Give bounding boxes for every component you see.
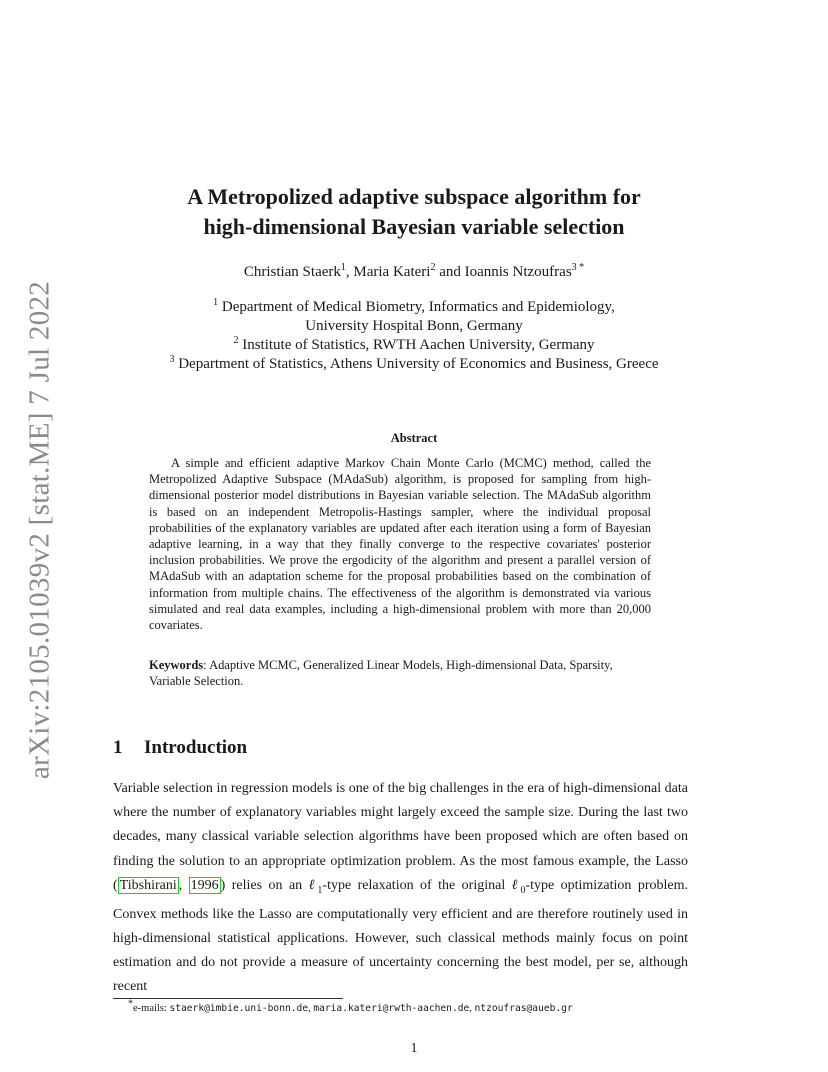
email-link[interactable]: maria.kateri@rwth-aachen.de — [313, 1003, 470, 1014]
affiliation-3 — [80, 355, 748, 374]
author-affil-mark: 1 — [340, 262, 346, 273]
footnote-mark: * — [128, 998, 133, 1010]
affil-mark: 1 — [213, 297, 219, 308]
affil-line: Department of Medical Biometry, Informatics and Epidemiology, — [221, 299, 615, 315]
intro-text: ) relies on an — [220, 877, 309, 893]
arxiv-identifier: arXiv:2105.01039v2 [stat.ME] 7 Jul 2022 — [23, 280, 56, 780]
paper-title — [80, 182, 748, 242]
footnote — [128, 998, 573, 1014]
author-affil-mark: 3 — [571, 262, 577, 273]
intro-text: -type optimization problem. Convex methods like the Lasso are computationally very efficient and are therefore routinely used in high-dimensional statistical applications. However, such classical methods mainly focus on point estimation and do not provide a measure of uncertainty concerning the best model, per se, although recent — [113, 877, 688, 995]
footnote-separator: , — [308, 1003, 314, 1014]
citation-separator: , — [178, 877, 189, 893]
affil-line: Institute of Statistics, RWTH Aachen University, Germany — [242, 337, 595, 353]
section-number: 1 — [113, 737, 123, 758]
email-link[interactable]: staerk@imbie.uni-bonn.de — [169, 1003, 309, 1014]
intro-paragraph — [113, 777, 688, 1000]
keywords-text: : Adaptive MCMC, Generalized Linear Models, High-dimensional Data, Sparsity, Variable Selection. — [149, 658, 613, 689]
affil-mark: 3 — [169, 354, 175, 365]
math-subscript: 0 — [520, 884, 526, 896]
math-subscript: 1 — [317, 884, 323, 896]
abstract-text: A simple and efficient adaptive Markov Chain Monte Carlo (MCMC) method, called the Metropolized Adaptive Subspace (MAdaSub) algorithm, is proposed for sampling from high-dimensional posterior model distributions in Bayesian variable selection. The MAdaSub algorithm is based on an independent Metropolis-Hastings sampler, where the individual proposal probabilities of the explanatory variables are updated after each iteration using a form of Bayesian adaptive learning, in a way that they finally converge to the respective covariates' posterior inclusion probabilities. We prove the ergodicity of the algorithm and present a parallel version of MAdaSub with an adaptation scheme for the proposal probabilities based on the combination of information from multiple chains. The effectiveness of the algorithm is demonstrated via various simulated and real data examples, including a high-dimensional problem with more than 20,000 covariates. — [149, 456, 651, 633]
math-ell: ℓ — [511, 877, 521, 893]
title-line-2: high-dimensional Bayesian variable selection — [203, 214, 625, 239]
author-separator: and — [435, 264, 465, 280]
keywords — [149, 657, 651, 689]
author-name: Maria Kateri — [353, 264, 431, 280]
section-heading — [113, 737, 247, 759]
page-number: 1 — [410, 1041, 418, 1056]
footnote-rule — [113, 998, 343, 999]
author-list — [80, 264, 748, 281]
citation-link-year[interactable]: 1996 — [190, 877, 219, 893]
intro-text: Variable selection in regression models is one of the big challenges in the era of high-dimensional data where the number of explanatory variables might largely exceed the sample size. During the last two decades, many classical variable selection algorithms have been proposed which are often based on finding the solution to an appropriate optimization problem. As the most famous example, the Lasso ( — [113, 781, 688, 893]
arxiv-sidebar — [17, 280, 63, 780]
author-affil-mark: 2 — [430, 262, 436, 273]
affil-mark: 2 — [233, 335, 239, 346]
affiliation-2 — [80, 336, 748, 355]
author-name: Ioannis Ntzoufras — [464, 264, 572, 280]
title-line-1: A Metropolized adaptive subspace algorithm for — [187, 184, 641, 209]
affil-line: Department of Statistics, Athens University of Economics and Business, Greece — [178, 356, 659, 372]
math-ell: ℓ — [308, 877, 318, 893]
section-title: Introduction — [144, 737, 248, 758]
keywords-label: Keywords — [149, 658, 204, 672]
email-link[interactable]: ntzoufras@aueb.gr — [474, 1003, 573, 1014]
abstract-heading: Abstract — [390, 431, 438, 445]
intro-text: -type relaxation of the original — [322, 877, 512, 893]
citation-link-author[interactable]: Tibshirani — [119, 877, 177, 893]
author-separator: , — [345, 264, 354, 280]
corresponding-mark: * — [576, 262, 585, 273]
footnote-prefix: e-mails: — [133, 1003, 170, 1014]
author-name: Christian Staerk — [243, 264, 341, 280]
affil-line: University Hospital Bonn, Germany — [305, 318, 523, 334]
affiliation-1 — [80, 298, 748, 336]
footnote-separator: , — [469, 1003, 475, 1014]
